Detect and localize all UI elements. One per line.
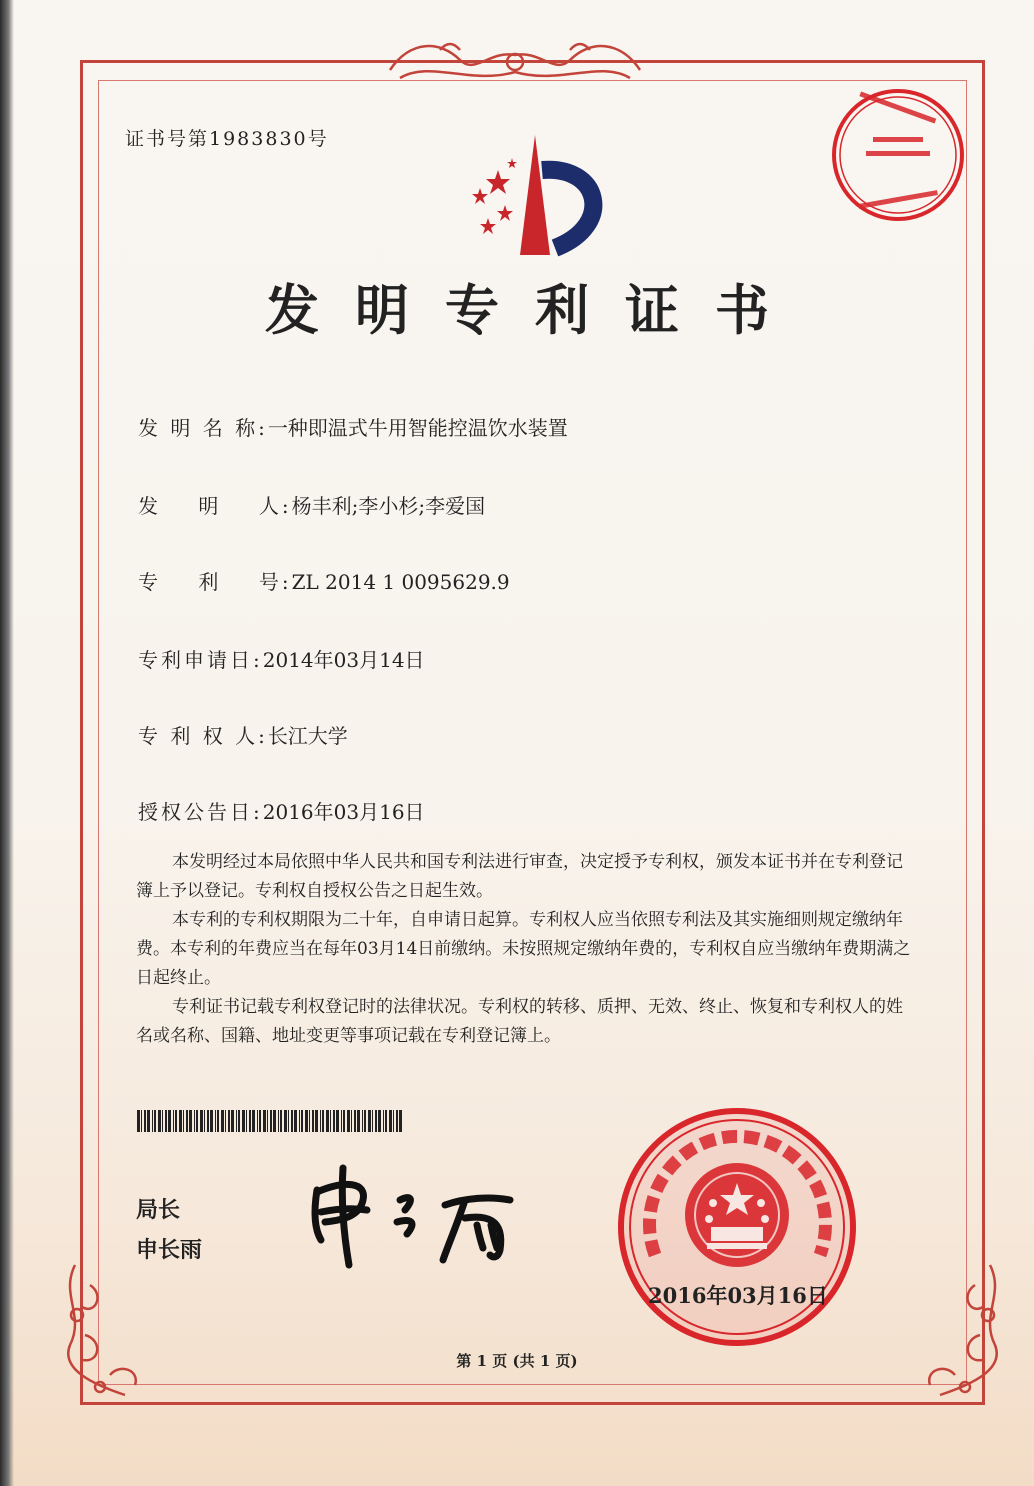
barcode-bar	[252, 1110, 255, 1132]
barcode-bar	[383, 1110, 384, 1132]
barcode-bar	[221, 1110, 224, 1132]
barcode-bar	[389, 1110, 392, 1132]
bottom-left-corner-ornament	[55, 1255, 185, 1405]
barcode-bar	[173, 1110, 174, 1132]
invention-name-value: 一种即温式牛用智能控温饮水装置	[267, 416, 568, 440]
barcode-bar	[168, 1110, 171, 1132]
certificate-number: 证书号第1983830号	[125, 128, 329, 150]
page-number: 第 1 页 (共 1 页)	[456, 1352, 578, 1370]
application-date-field	[138, 644, 425, 673]
barcode-bar	[183, 1110, 184, 1132]
barcode-bar	[288, 1110, 289, 1132]
invention-name-field	[138, 412, 568, 441]
barcode-bar	[162, 1110, 163, 1132]
barcode-bar	[263, 1110, 266, 1132]
barcode-bar	[326, 1110, 329, 1132]
barcode-bar	[280, 1110, 282, 1132]
barcode-bar	[186, 1110, 188, 1132]
barcode-bar	[375, 1110, 377, 1132]
barcode-bar	[249, 1110, 251, 1132]
barcode-bar	[362, 1110, 363, 1132]
barcode-bar	[368, 1110, 371, 1132]
barcode-bar	[196, 1110, 198, 1132]
top-dragon-ornament	[380, 30, 650, 90]
bottom-right-corner-ornament	[880, 1255, 1010, 1405]
barcode-bar	[333, 1110, 335, 1132]
barcode-bar	[273, 1110, 276, 1132]
barcode-bar	[385, 1110, 387, 1132]
barcode-bar	[238, 1110, 240, 1132]
barcode-bar	[364, 1110, 366, 1132]
official-seal	[615, 1105, 860, 1350]
invention-name-label: 发 明 名 称:	[138, 416, 268, 440]
barcode-bar	[336, 1110, 339, 1132]
barcode-bar	[210, 1110, 213, 1132]
body-paragraph-1: 本发明经过本局依照中华人民共和国专利法进行审查，决定授予专利权，颁发本证书并在专利登记簿上予以登记。专利权自授权公告之日起生效。	[136, 852, 903, 901]
national-emblem-icon	[685, 1163, 789, 1267]
barcode-bar	[354, 1110, 356, 1132]
announcement-date-field	[138, 796, 425, 825]
patentee-field	[138, 720, 348, 749]
body-paragraph-3: 专利证书记载专利权登记时的法律状况。专利权的转移、质押、无效、终止、恢复和专利权人的姓名或名称、国籍、地址变更等事项记载在专利登记簿上。	[136, 997, 903, 1046]
barcode-bar	[347, 1110, 350, 1132]
barcode-bar	[330, 1110, 331, 1132]
patent-office-emblem-icon	[450, 130, 620, 260]
tax-stamp-seal	[828, 85, 968, 225]
barcode-bar	[343, 1110, 345, 1132]
barcode-bar	[393, 1110, 394, 1132]
barcode-bar	[294, 1110, 297, 1132]
barcode-bar	[320, 1110, 321, 1132]
application-date-value: 2014年03月14日	[262, 648, 425, 672]
barcode-bar	[378, 1110, 381, 1132]
barcode-bar	[259, 1110, 261, 1132]
patentee-label: 专 利 权 人:	[138, 724, 268, 748]
barcode-bar	[301, 1110, 303, 1132]
barcode-bar	[309, 1110, 310, 1132]
announcement-date-label: 授权公告日:	[138, 800, 263, 824]
barcode-bar	[144, 1110, 146, 1132]
barcode-bar	[147, 1110, 150, 1132]
barcode-bar	[194, 1110, 195, 1132]
patent-number-value: ZL 2014 1 0095629.9	[291, 570, 510, 594]
announcement-date-value: 2016年03月16日	[262, 800, 425, 824]
scan-edge-shadow	[0, 0, 14, 1486]
barcode-bar	[312, 1110, 314, 1132]
barcode-bar	[204, 1110, 205, 1132]
barcode-bar	[270, 1110, 272, 1132]
barcode-bar	[231, 1110, 234, 1132]
barcode-bar	[242, 1110, 245, 1132]
barcode-bar	[278, 1110, 279, 1132]
body-paragraph-2: 本专利的专利权期限为二十年，自申请日起算。专利权人应当依照专利法及其实施细则规定缴纳年费。本专利的年费应当在每年03月14日前缴纳。未按照规定缴纳年费的，专利权自应当缴纳年费期满之日起终止。	[136, 910, 911, 988]
barcode-bar	[141, 1110, 142, 1132]
barcode-bar	[246, 1110, 247, 1132]
application-date-label: 专利申请日:	[138, 648, 263, 672]
barcode-bar	[257, 1110, 258, 1132]
barcode-bar	[284, 1110, 287, 1132]
barcode	[137, 1110, 402, 1132]
barcode-bar	[200, 1110, 203, 1132]
barcode-bar	[305, 1110, 308, 1132]
barcode-bar	[189, 1110, 192, 1132]
patentee-value: 长江大学	[267, 724, 348, 748]
barcode-bar	[399, 1110, 402, 1132]
certificate-body	[136, 848, 911, 1051]
barcode-bar	[341, 1110, 342, 1132]
director-title: 局长	[136, 1198, 181, 1223]
patent-number-label: 专 利 号:	[138, 570, 292, 594]
barcode-bar	[322, 1110, 324, 1132]
certificate-title: 发明专利证书	[265, 279, 805, 342]
barcode-bar	[179, 1110, 182, 1132]
barcode-bar	[158, 1110, 161, 1132]
barcode-bar	[228, 1110, 230, 1132]
inventor-field	[138, 490, 485, 519]
barcode-bar	[236, 1110, 237, 1132]
inventor-value: 杨丰利;李小杉;李爱国	[291, 494, 486, 518]
barcode-bar	[291, 1110, 293, 1132]
barcode-bar	[351, 1110, 352, 1132]
barcode-bar	[152, 1110, 153, 1132]
patent-number-field	[138, 566, 510, 595]
barcode-bar	[175, 1110, 177, 1132]
barcode-bar	[396, 1110, 398, 1132]
barcode-bar	[165, 1110, 167, 1132]
seal-date: 2016年03月16日	[648, 1283, 828, 1308]
barcode-bar	[207, 1110, 209, 1132]
barcode-bar	[225, 1110, 226, 1132]
barcode-bar	[299, 1110, 300, 1132]
barcode-bar	[215, 1110, 216, 1132]
barcode-bar	[137, 1110, 140, 1132]
barcode-bar	[357, 1110, 360, 1132]
barcode-bar	[217, 1110, 219, 1132]
barcode-bar	[154, 1110, 156, 1132]
barcode-bar	[372, 1110, 373, 1132]
director-signature	[305, 1160, 535, 1270]
barcode-bar	[315, 1110, 318, 1132]
inventor-label: 发 明 人:	[138, 494, 292, 518]
director-name: 申长雨	[136, 1238, 203, 1263]
barcode-bar	[267, 1110, 268, 1132]
